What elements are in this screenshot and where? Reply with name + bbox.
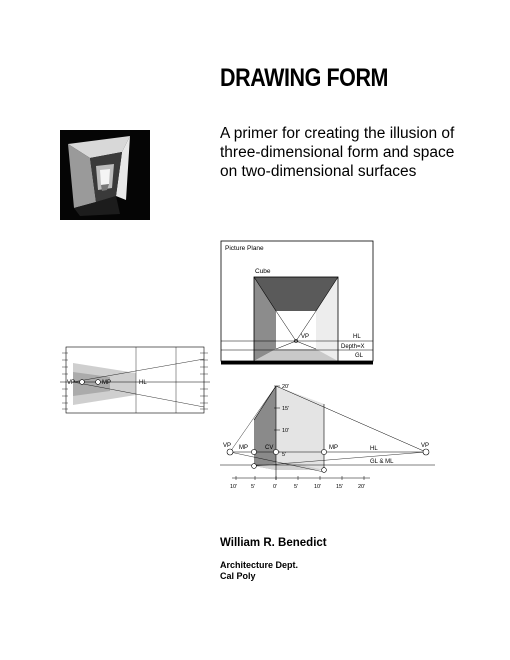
mp-left-label: MP: [239, 445, 248, 451]
cv-label: CV: [265, 445, 274, 451]
ground-tick-4: 5': [294, 484, 299, 490]
ground-tick-2: 5': [251, 484, 256, 490]
ground-tick-7: 20': [358, 484, 366, 490]
subtitle-line-1: A primer for creating the illusion of: [220, 125, 455, 142]
vp-label: VP: [301, 334, 310, 340]
one-point-perspective-figure: [220, 240, 375, 365]
cube-label: Cube: [255, 268, 271, 275]
height-tick-20: 20': [282, 384, 290, 390]
book-title: DRAWING FORM: [220, 64, 389, 92]
mp-right-label: MP: [329, 445, 338, 451]
subtitle-line-2: three-dimensional form and space: [220, 144, 455, 161]
affiliation-line-2: Cal Poly: [220, 571, 256, 581]
plan-vp-label: VP: [67, 380, 76, 386]
vp-left-label: VP: [223, 443, 232, 449]
picture-plane-label: Picture Plane: [225, 245, 264, 252]
author-affiliation: [220, 560, 298, 582]
plan-hl-label: HL: [139, 380, 147, 386]
ground-tick-1: 10': [230, 484, 238, 490]
affiliation-line-1: Architecture Dept.: [220, 560, 299, 570]
ground-tick-3: 0': [273, 484, 278, 490]
height-tick-5: 5': [282, 452, 287, 458]
gl-label: GL: [355, 353, 364, 359]
vp-right-label: VP: [421, 443, 430, 449]
height-tick-10: 10': [282, 428, 290, 434]
book-subtitle: [220, 124, 510, 181]
subtitle-line-3: on two-dimensional surfaces: [220, 163, 417, 180]
ground-tick-5: 10': [314, 484, 322, 490]
measuring-line-perspective-figure: [220, 380, 440, 492]
ground-tick-6: 15': [336, 484, 344, 490]
height-tick-15: 15': [282, 406, 290, 412]
hl-label: HL: [353, 334, 361, 340]
depth-label: Depth=X: [341, 344, 365, 350]
measuring-point-plan-figure: [60, 345, 210, 417]
gl-ml-label: GL & ML: [370, 459, 394, 465]
hl-label-bottom: HL: [370, 446, 378, 452]
plan-mp-label: MP: [102, 380, 111, 386]
corridor-photo-illustration: [60, 130, 150, 220]
author-name: William R. Benedict: [220, 537, 327, 549]
